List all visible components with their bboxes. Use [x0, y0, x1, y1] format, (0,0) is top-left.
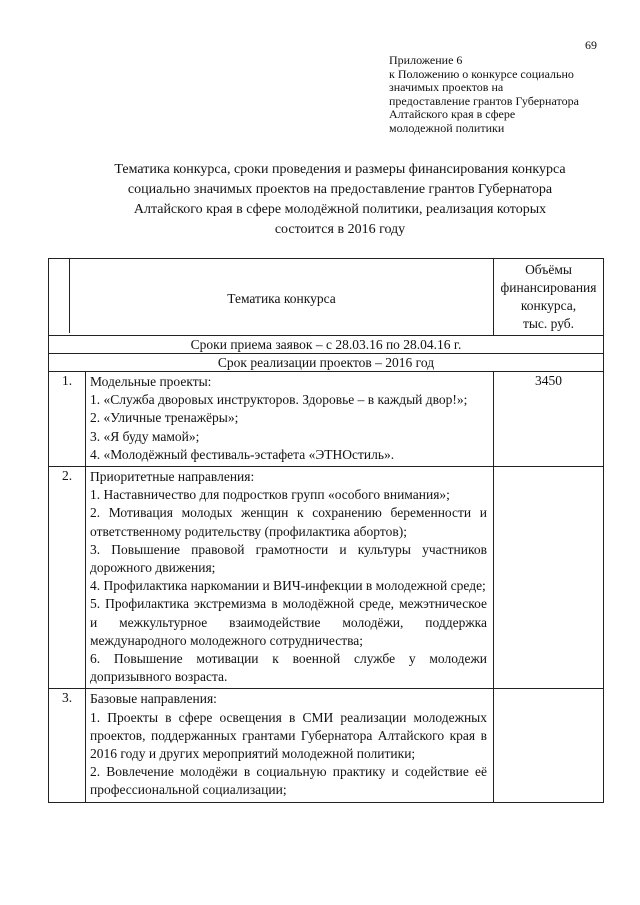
- row-topic: [86, 689, 494, 802]
- appendix-line: предоставление грантов Губернатора: [389, 93, 579, 108]
- row-funding: 3450: [494, 372, 604, 467]
- list-item: 1. Проекты в сфере освещения в СМИ реализации молодежных проектов, поддержанных грантами Губернатора Алтайского края в 2016 году и других мероприятий молодежной политики;: [90, 709, 487, 762]
- appendix-line: к Положению о конкурсе социально: [389, 66, 574, 81]
- contest-table: [48, 258, 604, 803]
- list-item: 2. Вовлечение молодёжи в социальную практику и содействие её профессиональной социализации;: [90, 764, 487, 798]
- row-heading: Базовые направления:: [90, 691, 217, 707]
- row-topic: [86, 372, 494, 467]
- list-item: 1. «Служба дворовых инструкторов. Здоровье – в каждый двор!»;: [90, 392, 468, 408]
- table-row: [49, 467, 604, 689]
- row-funding: [494, 689, 604, 802]
- row-heading: Приоритетные направления:: [90, 469, 255, 485]
- row-funding: [494, 467, 604, 689]
- appendix-line: Приложение 6: [389, 53, 463, 67]
- list-item: 4. Профилактика наркомании и ВИЧ-инфекции в молодежной среде;: [90, 578, 486, 594]
- title-line: Алтайского края в сфере молодёжной политики, реализация которых: [133, 202, 547, 217]
- list-item: 3. Повышение правовой грамотности и культуры участников дорожного движения;: [90, 541, 487, 576]
- page-number: 69: [585, 38, 597, 52]
- row-heading: Модельные проекты:: [90, 374, 212, 389]
- row-topic: [86, 467, 494, 689]
- row-number: 1.: [49, 372, 86, 467]
- list-item: 3. «Я буду мамой»;: [90, 428, 200, 444]
- list-item: 4. «Молодёжный фестиваль-эстафета «ЭТНОстиль».: [90, 446, 395, 462]
- header-divider: [49, 259, 70, 333]
- period-text: Срок реализации проектов – 2016 год: [49, 354, 604, 372]
- header-topic-cell: [49, 259, 494, 336]
- appendix-line: Алтайского края в сфере: [389, 107, 516, 121]
- list-item: 1. Наставничество для подростков групп «особого внимания»;: [90, 487, 450, 503]
- table-header-row: [49, 259, 604, 336]
- header-funding-line: конкурса,: [520, 298, 577, 313]
- table-row: [49, 372, 604, 467]
- list-item: 6. Повышение мотивации к военной службе у молодежи допризывного возраста.: [90, 651, 487, 685]
- list-item: 2. Мотивация молодых женщин к сохранению беременности и ответственному родительству (профилактика абортов);: [90, 505, 487, 539]
- header-funding-line: финансирования: [500, 280, 597, 295]
- appendix-line: молодежной политики: [389, 120, 505, 135]
- deadline-text: Сроки приема заявок – с 28.03.16 по 28.04.16 г.: [49, 336, 604, 354]
- title-line: Тематика конкурса, сроки проведения и размеры финансирования конкурса: [114, 162, 566, 177]
- header-funding: [494, 259, 604, 336]
- document-title: [60, 160, 620, 240]
- header-topic: Тематика конкурса: [227, 291, 336, 306]
- title-line: социально значимых проектов на предоставление грантов Губернатора: [127, 182, 553, 197]
- row-number: 3.: [49, 689, 86, 802]
- row-number: 2.: [49, 467, 86, 689]
- period-row: [49, 354, 604, 372]
- title-line: состоится в 2016 году: [274, 222, 406, 237]
- appendix-note: [389, 54, 629, 135]
- appendix-line: значимых проектов на: [389, 80, 504, 94]
- list-item: 5. Профилактика экстремизма в молодёжной среде, межэтническое и межкультурное взаимодействие молодёжи, поддержка международного молодежного сотрудничества;: [90, 596, 487, 648]
- header-funding-line: тыс. руб.: [522, 316, 575, 331]
- deadline-row: [49, 336, 604, 354]
- header-funding-line: Объёмы: [525, 262, 572, 277]
- list-item: 2. «Уличные тренажёры»;: [90, 410, 239, 426]
- table-row: [49, 689, 604, 802]
